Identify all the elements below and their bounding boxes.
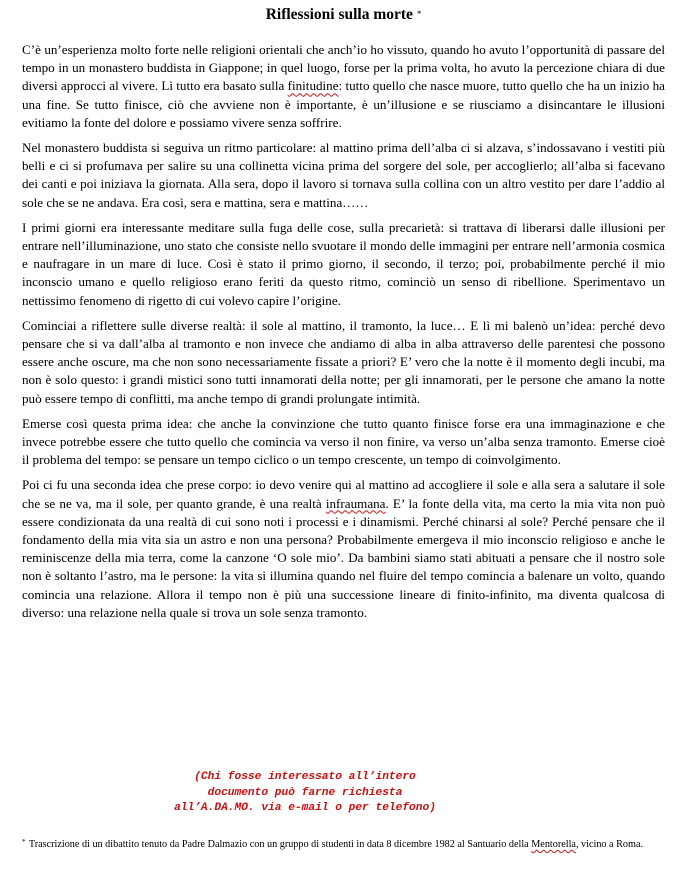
document-body: [22, 41, 665, 629]
paragraph-6: [22, 476, 665, 622]
paragraph-3: [22, 219, 665, 310]
paragraph-2: [22, 139, 665, 212]
notice-line-3: all’A.DA.MO. via e-mail o per telefono): [174, 802, 436, 815]
paragraph-6-text-b: . E’ la fonte della vita, ma certo la mia vita non può essere condizionata da una realtà di cui sono noti i processi e i dinamismi. Perché chinarsi al sole? Perché pensare che il fondamento della mia vita sia un astro e non una persona? Probabilmente emergeva il mio inconscio religioso e anche le reminiscenze della mia terra, come la canzone ‘O sole mio’. Da bambini siamo stati abituati a pensare che il nostro sole non è soltanto l’astro, ma le persone: la vita si illumina quando nel fluire del tempo comincia a balenare un volto, quando comincia una relazione. Allora il tempo non è più una successione lineare di finito-infinito, ma diventa qualcosa di diverso: una relazione nella quale si trova un sole senza tramonto.: [22, 495, 665, 620]
title-footnote-mark: *: [416, 9, 422, 19]
paragraph-3-text: I primi giorni era interessante meditare sulla fuga delle cose, sulla precarietà: si trattava di liberarsi dalle illusioni per entrare nell’illuminazione, uno stato che consiste nello svuotare il mondo delle immagini per entrare nell’armonia cosmica e naufragare in un mare di luce. Così è stato il primo giorno, il secondo, il terzo; poi, probabilmente perché il mio inconscio umano e quello religioso erano feriti da questo ritmo, cominciò un senso di ribellione. Sperimentavo un nettissimo fenomeno di rigetto di cui volevo capire l’origine.: [22, 219, 665, 308]
paragraph-5: [22, 415, 665, 470]
footnote-flagged-word: Mentorella: [531, 839, 576, 850]
paragraph-4: [22, 317, 665, 408]
footnote-mark: *: [22, 838, 26, 846]
footnote: [22, 837, 665, 852]
paragraph-6-text-a: Poi ci fu una seconda idea che prese corpo: io devo venire qui al mattino ad accogliere il sole e alla sera a salutare il sole che se ne va, ma il sole, per quanto grande, è una realtà: [22, 477, 665, 511]
document-title: [0, 5, 687, 25]
paragraph-1-text-b: : tutto quello che nasce muore, tutto quello che ha un inizio ha una fine. Se tutto finisce, ciò che avviene non è importante, è un’illusione e se riusciamo a disincantare le illusioni evitiamo la fonte del dolore e possiamo vivere senza soffrire.: [22, 78, 665, 130]
paragraph-5-text: Emerse così questa prima idea: che anche la convinzione che tutto quanto finisce forse era una immaginazione e che invece potrebbe essere che tutto quello che comincia va verso il non finire, va verso un’alba senza tramonto. Emerse cioè il problema del tempo: se pensare un tempo ciclico o un tempo crescente, un tempo di coinvolgimento.: [22, 415, 665, 468]
paragraph-2-text: Nel monastero buddista si seguiva un ritmo particolare: al mattino prima dell’alba ci si alzava, s’indossavano i vestiti più belli e ci si profumava per salire su una collinetta vicina prima del sorgere del sole, per accoglierlo; all’alba si facevano dei canti e poi iniziava la giornata. Alla sera, dopo il lavoro si tornava sulla collina con un altro vestito per dare l’addio al sole che se ne andava. Era così, sera e mattina, sera e mattina……: [22, 140, 665, 210]
notice-line-2: documento può farne richiesta: [207, 786, 403, 799]
footnote-text-b: , vicino a Roma.: [575, 839, 644, 850]
paragraph-6-flagged-word: infraumana: [325, 495, 386, 511]
paragraph-1-flagged-word: finitudine: [287, 78, 339, 94]
request-notice: [150, 770, 460, 817]
title-text: Riflessioni sulla morte: [265, 6, 413, 23]
notice-line-1: (Chi fosse interessato all’intero: [194, 771, 416, 783]
paragraph-1-text-a: C’è un’esperienza molto forte nelle religioni orientali che anch’io ho vissuto, quando ho avuto l’opportunità di passare del tempo in un monastero buddista in Giappone; in quel luogo, forse per la prima volta, ho avuto la percezione chiara di due diversi approcci al vivere. Lì tutto era basato sulla: [22, 42, 665, 94]
footnote-text-a: Trascrizione di un dibattito tenuto da Padre Dalmazio con un gruppo di studenti in data 8 dicembre 1982 al Santuario della: [28, 839, 532, 850]
paragraph-4-text: Cominciai a riflettere sulle diverse realtà: il sole al mattino, il tramonto, la luce… E lì mi balenò un’idea: perché devo pensare che si va dall’alba al tramonto e non invece che andiamo di alba in alba attraverso delle parentesi che possono essere anche oscure, ma che non sono necessariamente fissate a priori? E’ vero che la notte è il momento degli incubi, ma non è solo questo: i grandi mistici sono tutti innamorati della notte; per gli innamorati, per le persone che amano la notte può essere tempo di conflitti, ma anche tempo di grandi prolungate intimità.: [22, 317, 665, 406]
paragraph-1: [22, 41, 665, 132]
